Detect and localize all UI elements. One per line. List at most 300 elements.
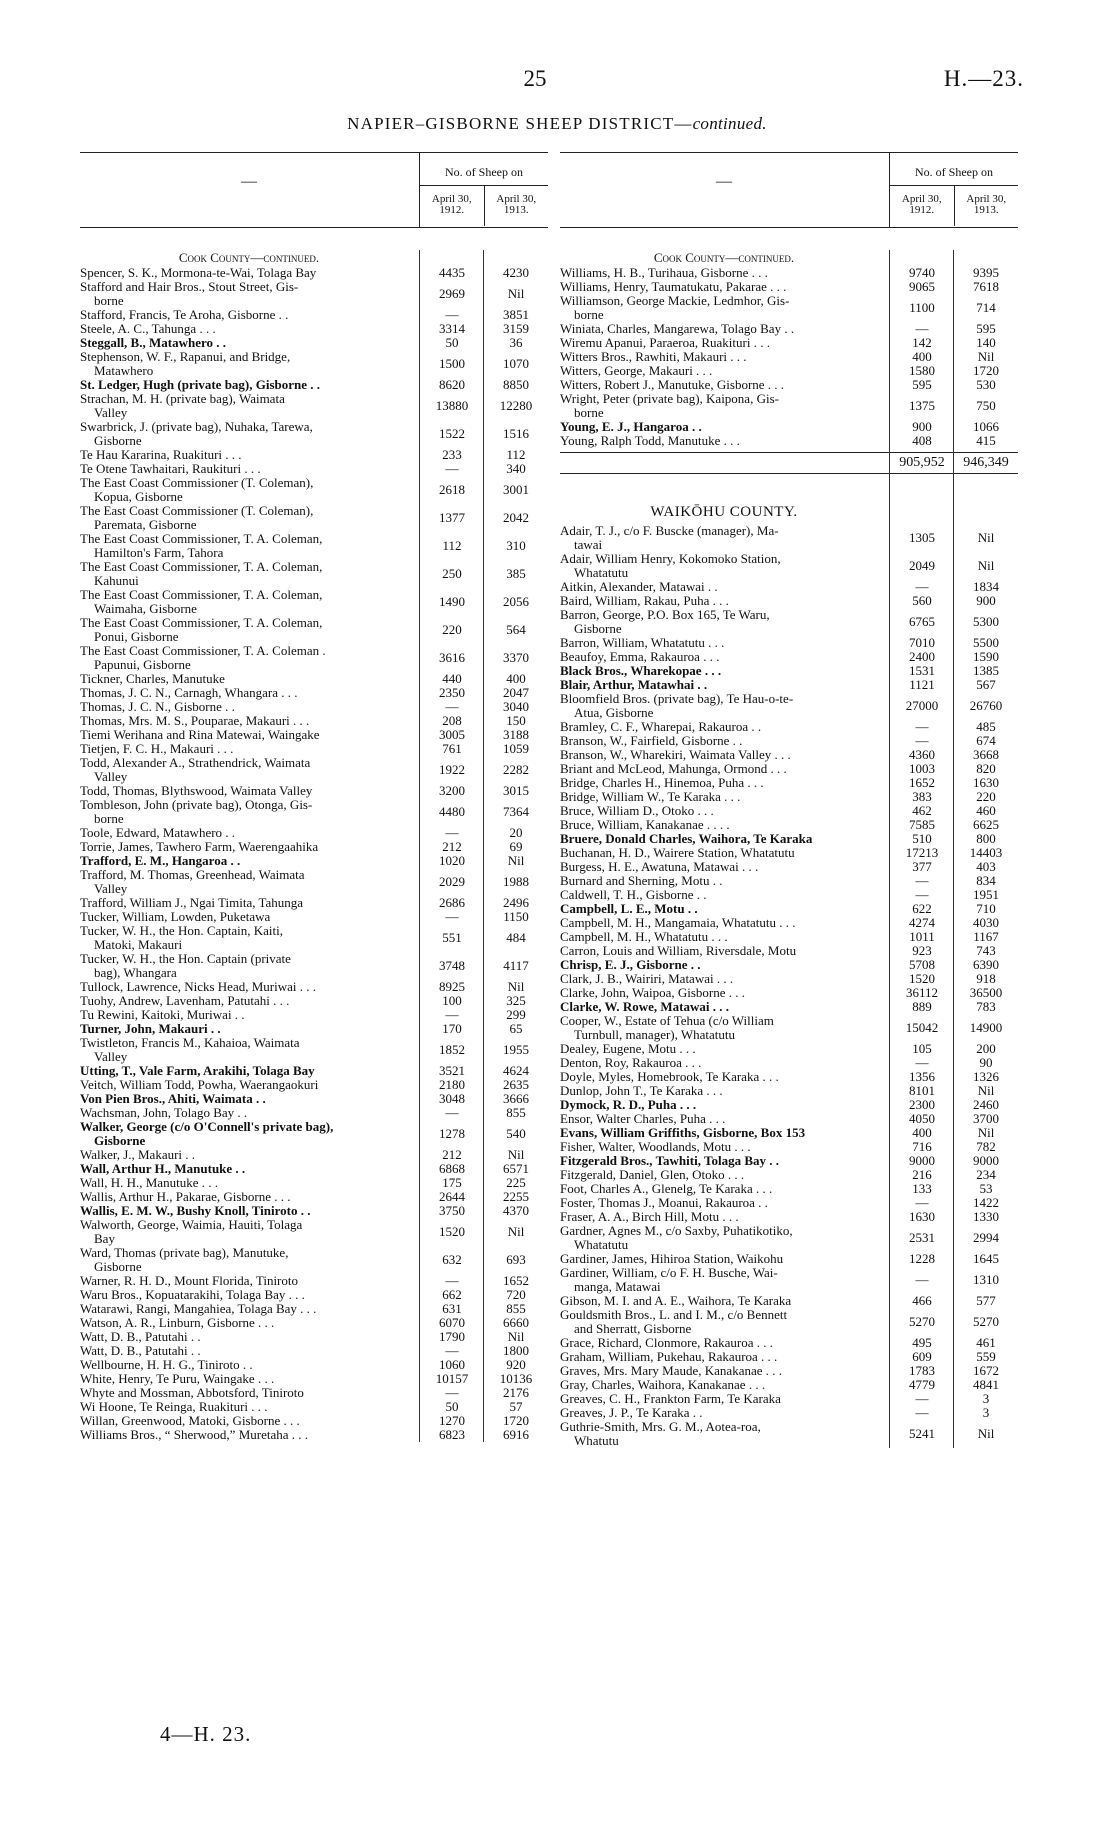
owner-line: Tietjen, F. C. H., Makauri . . .: [80, 742, 234, 756]
section-heading-waikohu: WAIKŌHU COUNTY.: [650, 504, 798, 520]
sheep-1913: 3: [982, 1405, 990, 1420]
owner-name: [80, 784, 420, 798]
owner-line: Fisher, Walter, Woodlands, Motu . . .: [560, 1140, 751, 1154]
owner-line: Foot, Charles A., Glenelg, Te Karaka . . .: [560, 1182, 773, 1196]
table-row: [80, 1414, 548, 1428]
table-row: [80, 868, 548, 896]
sheep-1912: 400: [912, 1125, 932, 1140]
sheep-1913: 714: [976, 300, 996, 315]
owner-line: Campbell, M. H., Whatatutu . . .: [560, 930, 728, 944]
sheep-1912: 923: [912, 943, 932, 958]
sheep-1912: 4480: [439, 804, 465, 819]
owner-name: [560, 580, 890, 594]
sheep-1913: 112: [506, 447, 526, 462]
owner-line: Bridge, William W., Te Karaka . . .: [560, 790, 741, 804]
sheep-1913: 385: [506, 566, 526, 581]
owner-line-continued: Hamilton's Farm, Tahora: [94, 545, 224, 560]
owner-line-continued: borne: [574, 307, 604, 322]
column-rule: [483, 250, 484, 1442]
sheep-1912: —: [915, 579, 929, 594]
owner-name: [560, 1070, 890, 1084]
table-row: [80, 448, 548, 462]
sheep-1912: 9065: [909, 279, 935, 294]
owner-line: Beaufoy, Emma, Rakauroa . . .: [560, 650, 720, 664]
sheep-1913: 1167: [973, 929, 999, 944]
left-table-body: [80, 250, 548, 1442]
owner-line-continued: Bay: [94, 1231, 115, 1246]
sheep-1912: 622: [912, 901, 932, 916]
sheep-1913: 1720: [973, 363, 999, 378]
sheep-1913: 6916: [503, 1427, 529, 1442]
sheep-1912: 632: [442, 1252, 462, 1267]
sheep-1913: 299: [506, 1007, 526, 1022]
owner-line-continued: Paremata, Gisborne: [94, 517, 197, 532]
table-row: [80, 280, 548, 308]
table-row: [80, 322, 548, 336]
table-row: [560, 748, 1018, 762]
owner-line: Adair, William Henry, Kokomoko Station,: [560, 552, 781, 566]
table-row: [560, 1056, 1018, 1070]
sheep-1912: 212: [442, 1147, 462, 1162]
table-row: [560, 524, 1018, 552]
table-row: [80, 644, 548, 672]
sheep-1912: 761: [442, 741, 462, 756]
table-row: [560, 594, 1018, 608]
owner-line: Branson, W., Wharekiri, Waimata Valley . . .: [560, 748, 791, 762]
right-column: [560, 152, 1018, 1712]
owner-line: Warner, R. H. D., Mount Florida, Tiniroto: [80, 1274, 298, 1288]
table-row: [80, 588, 548, 616]
owner-name: [560, 1098, 890, 1112]
owner-line: Carron, Louis and William, Riversdale, Motu: [560, 944, 797, 958]
owner-line-continued: Gisborne: [94, 1259, 142, 1274]
owner-name: [80, 1414, 420, 1428]
table-row: [560, 1392, 1018, 1406]
table-row: [80, 784, 548, 798]
owner-line: Gouldsmith Bros., L. and I. M., c/o Bennett: [560, 1308, 788, 1322]
sheep-1912: —: [445, 461, 459, 476]
sheep-1913: 57: [509, 1399, 523, 1414]
sheep-1913: 6571: [503, 1161, 529, 1176]
table-row: [80, 840, 548, 854]
owner-name: [560, 350, 890, 364]
sheep-1913: 2496: [503, 895, 529, 910]
owner-line: Torrie, James, Tawhero Farm, Waerengaahika: [80, 840, 319, 854]
table-row: [80, 672, 548, 686]
owner-name: [560, 958, 890, 972]
table-row: [560, 1000, 1018, 1014]
table-row: [80, 1218, 548, 1246]
sheep-1913: 855: [506, 1105, 526, 1120]
owner-name: [80, 350, 420, 378]
table-header: [80, 152, 548, 228]
table-row: [80, 476, 548, 504]
sheep-1913: Nil: [977, 558, 995, 573]
owner-line-continued: Whatatutu: [574, 1237, 629, 1252]
sheep-1913: 65: [509, 1021, 523, 1036]
owner-line: Wallis, E. M. W., Bushy Knoll, Tiniroto . .: [80, 1204, 311, 1218]
sheep-1912: 383: [912, 789, 932, 804]
owner-line: Bruere, Donald Charles, Waihora, Te Karaka: [560, 832, 813, 846]
owner-line: Wellbourne, H. H. G., Tiniroto . .: [80, 1358, 253, 1372]
sheep-1912: 1228: [909, 1251, 935, 1266]
owner-line: Buchanan, H. D., Wairere Station, Whatatutu: [560, 846, 795, 860]
section-heading: Cook County—continued.: [178, 250, 320, 265]
owner-line-continued: borne: [574, 405, 604, 420]
sheep-1913: 234: [976, 1167, 996, 1182]
owner-line: Walker, J., Makauri . .: [80, 1148, 196, 1162]
sheep-1913: 1059: [503, 741, 529, 756]
sheep-1912: 5270: [909, 1314, 935, 1329]
sheep-1912: 2531: [909, 1230, 935, 1245]
owner-line: Walworth, George, Waimia, Hauiti, Tolaga: [80, 1218, 303, 1232]
sheep-1912: —: [915, 1405, 929, 1420]
owner-name: [560, 434, 890, 448]
table-row: [80, 1176, 548, 1190]
owner-name: [560, 364, 890, 378]
sheep-1913: 1720: [503, 1413, 529, 1428]
owner-name: [560, 1210, 890, 1224]
sheep-1913: 9395: [973, 265, 999, 280]
owner-name: [560, 650, 890, 664]
sheep-1913: Nil: [977, 1125, 995, 1140]
sheep-1913: 564: [506, 622, 526, 637]
owner-line: Swarbrick, J. (private bag), Nuhaka, Tarewa,: [80, 420, 313, 434]
owner-line: The East Coast Commissioner (T. Coleman),: [80, 476, 314, 490]
owner-name: [560, 1336, 890, 1350]
owner-name: [560, 608, 890, 636]
date-1912-header: April 30, 1912.: [890, 186, 955, 226]
owner-name: [560, 860, 890, 874]
sheep-1913: 6390: [973, 957, 999, 972]
owner-line: Tucker, W. H., the Hon. Captain (private: [80, 952, 291, 966]
sheep-1912: —: [445, 1273, 459, 1288]
owner-name: [560, 846, 890, 860]
owner-name: [80, 854, 420, 868]
table-row: [80, 560, 548, 588]
sheep-1913: 1590: [973, 649, 999, 664]
owner-name: [80, 994, 420, 1008]
owner-line: Watarawi, Rangi, Mangahiea, Tolaga Bay . . .: [80, 1302, 317, 1316]
owner-name: [80, 952, 420, 980]
owner-line-continued: Atua, Gisborne: [574, 705, 654, 720]
owner-line: Grace, Richard, Clonmore, Rakauroa . . .: [560, 1336, 773, 1350]
owner-name: [560, 762, 890, 776]
owner-line: Thomas, J. C. N., Gisborne . .: [80, 700, 235, 714]
page-number: 25: [523, 66, 547, 91]
sheep-1912: 2618: [439, 482, 465, 497]
owner-line-continued: Papunui, Gisborne: [94, 657, 191, 672]
table-row: [80, 1036, 548, 1064]
owner-line: Wall, Arthur H., Manutuke . .: [80, 1162, 246, 1176]
sheep-1913: 200: [976, 1041, 996, 1056]
sheep-1913: 220: [976, 789, 996, 804]
sheep-1913: 2056: [503, 594, 529, 609]
owner-line-continued: Matoki, Makauri: [94, 937, 183, 952]
owner-line: Bloomfield Bros. (private bag), Te Hau-o-te-: [560, 692, 794, 706]
owner-name: [80, 1148, 420, 1162]
title-continued: continued.: [692, 114, 767, 133]
sheep-1913: 1645: [973, 1251, 999, 1266]
sheep-1913: 1326: [973, 1069, 999, 1084]
sheep-1912: 3314: [439, 321, 465, 336]
owner-line: Gray, Charles, Waihora, Kanakanae . . .: [560, 1378, 766, 1392]
sheep-1913: 3851: [503, 307, 529, 322]
sheep-1913: 1672: [973, 1363, 999, 1378]
sheep-1913: Nil: [507, 853, 525, 868]
owner-name: [560, 1154, 890, 1168]
sheep-1913: 4117: [503, 958, 529, 973]
owner-name: [80, 1400, 420, 1414]
owner-name: [560, 720, 890, 734]
sheep-1913: 3001: [503, 482, 529, 497]
owner-line: Williams, H. B., Turihaua, Gisborne . . .: [560, 266, 768, 280]
sheep-1913: 400: [506, 671, 526, 686]
sheep-1912: —: [915, 1391, 929, 1406]
sheep-1912: 1790: [439, 1329, 465, 1344]
owner-line: Clarke, W. Rowe, Matawai . . .: [560, 1000, 729, 1014]
owner-line: Watson, A. R., Linburn, Gisborne . . .: [80, 1316, 275, 1330]
sheep-1913: 4030: [973, 915, 999, 930]
table-row: [560, 1154, 1018, 1168]
sheep-1913: 2047: [503, 685, 529, 700]
table-row: [80, 980, 548, 994]
sheep-1913: 1652: [503, 1273, 529, 1288]
sheep-1912: —: [445, 307, 459, 322]
table-row: [80, 1316, 548, 1330]
sheep-1912: 50: [445, 1399, 459, 1414]
sheep-1912: 662: [442, 1287, 462, 1302]
sheep-1912: —: [445, 1385, 459, 1400]
name-column-header: —: [716, 173, 732, 190]
owner-name: [80, 280, 420, 308]
sheep-1912: 2180: [439, 1077, 465, 1092]
owner-name: [80, 378, 420, 392]
owner-line: Greaves, C. H., Frankton Farm, Te Karaka: [560, 1392, 781, 1406]
owner-name: [80, 392, 420, 420]
table-row: [80, 728, 548, 742]
owner-line: Trafford, M. Thomas, Greenhead, Waimata: [80, 868, 305, 882]
table-row: [560, 1070, 1018, 1084]
sheep-1912: —: [915, 887, 929, 902]
sheep-1913: 540: [506, 1126, 526, 1141]
owner-line: Ward, Thomas (private bag), Manutuke,: [80, 1246, 289, 1260]
sheep-1912: 216: [912, 1167, 932, 1182]
table-row: [560, 790, 1018, 804]
owner-line: Thomas, Mrs. M. S., Pouparae, Makauri . . .: [80, 714, 310, 728]
table-row: [560, 434, 1018, 448]
owner-line: Ensor, Walter Charles, Puha . . .: [560, 1112, 726, 1126]
owner-line: Waru Bros., Kopuatarakihi, Tolaga Bay . . .: [80, 1288, 305, 1302]
owner-line: Clark, J. B., Wairiri, Matawai . . .: [560, 972, 734, 986]
table-row: [80, 1400, 548, 1414]
table-row: [80, 1358, 548, 1372]
owner-name: [560, 804, 890, 818]
sheep-1912: 3748: [439, 958, 465, 973]
table-row: [80, 910, 548, 924]
owner-name: [80, 1302, 420, 1316]
owner-line: Doyle, Myles, Homebrook, Te Karaka . . .: [560, 1070, 779, 1084]
table-row: [560, 874, 1018, 888]
sheep-1912: 2049: [909, 558, 935, 573]
owner-line: Tullock, Lawrence, Nicks Head, Muriwai . . .: [80, 980, 316, 994]
table-row: [560, 580, 1018, 594]
table-row: [560, 944, 1018, 958]
owner-name: [560, 678, 890, 692]
sheep-1912: 609: [912, 1349, 932, 1364]
sheep-1913: 3188: [503, 727, 529, 742]
sheep-1913: 10136: [499, 1371, 533, 1386]
sheep-1913: 3: [982, 1391, 990, 1406]
table-row: [80, 1106, 548, 1120]
section-heading: Cook County—continued.: [653, 250, 795, 265]
table-row: [560, 972, 1018, 986]
owner-name: [80, 714, 420, 728]
table-row: [560, 1406, 1018, 1420]
owner-name: [80, 1078, 420, 1092]
sheep-1912: 551: [442, 930, 462, 945]
sheep-1912: 1630: [909, 1209, 935, 1224]
owner-line: Caldwell, T. H., Gisborne . .: [560, 888, 707, 902]
sheep-1912: 5241: [909, 1426, 935, 1441]
owner-line: Graham, William, Pukehau, Rakauroa . . .: [560, 1350, 778, 1364]
owner-line-continued: Valley: [94, 769, 128, 784]
owner-line: Fitzgerald, Daniel, Glen, Otoko . . .: [560, 1168, 745, 1182]
table-row: [80, 336, 548, 350]
total-1913: 946,349: [963, 455, 1009, 470]
owner-line: Williams, Henry, Taumatukatu, Pakarae . . .: [560, 280, 787, 294]
table-row: [560, 1196, 1018, 1210]
sheep-1913: 2255: [503, 1189, 529, 1204]
owner-line: Thomas, J. C. N., Carnagh, Whangara . . .: [80, 686, 298, 700]
sheep-1912: 6765: [909, 614, 935, 629]
sheep-1912: 377: [912, 859, 932, 874]
sheep-1912: 1356: [909, 1069, 935, 1084]
sheep-1912: 1100: [909, 300, 935, 315]
sheep-1913: Nil: [507, 286, 525, 301]
table-row: [560, 860, 1018, 874]
table-row: [80, 392, 548, 420]
owner-name: [80, 266, 420, 280]
table-row: [560, 1112, 1018, 1126]
sheep-1912: 900: [912, 419, 932, 434]
sheep-1912: 1520: [439, 1224, 465, 1239]
sheep-1913: Nil: [507, 1224, 525, 1239]
owner-line: Williamson, George Mackie, Ledmhor, Gis-: [560, 294, 790, 308]
owner-line: Wright, Peter (private bag), Kaipona, Gis-: [560, 392, 779, 406]
sheep-1912: 4779: [909, 1377, 935, 1392]
owner-name: [560, 916, 890, 930]
sheep-1913: 2635: [503, 1077, 529, 1092]
table-row: [560, 958, 1018, 972]
sheep-1913: 14900: [969, 1020, 1003, 1035]
owner-line: Tuohy, Andrew, Lavenham, Patutahi . . .: [80, 994, 290, 1008]
owner-line: Te Hau Kararina, Ruakituri . . .: [80, 448, 242, 462]
table-row: [560, 650, 1018, 664]
sheep-1912: 2969: [439, 286, 465, 301]
table-row: [560, 364, 1018, 378]
owner-name: [80, 1358, 420, 1372]
owner-line-continued: Whatutu: [574, 1433, 619, 1448]
sheep-1913: 3159: [503, 321, 529, 336]
sheep-1913: 530: [976, 377, 996, 392]
sheep-1913: 900: [976, 593, 996, 608]
sheep-1912: —: [445, 825, 459, 840]
sheep-1913: 69: [509, 839, 523, 854]
owner-name: [80, 504, 420, 532]
table-row: [560, 266, 1018, 280]
owner-line: Steggall, B., Matawhero . .: [80, 336, 226, 350]
owner-name: [80, 798, 420, 826]
sheep-1913: 2460: [973, 1097, 999, 1112]
sheep-1912: 5708: [909, 957, 935, 972]
owner-line: Wall, H. H., Manutuke . . .: [80, 1176, 218, 1190]
sheep-1912: 27000: [905, 698, 939, 713]
owner-line: Fraser, A. A., Birch Hill, Motu . . .: [560, 1210, 739, 1224]
sheep-1913: 559: [976, 1349, 996, 1364]
sheep-1912: 3616: [439, 650, 465, 665]
sheep-1913: 1630: [973, 775, 999, 790]
owner-line: Veitch, William Todd, Powha, Waerangaokuri: [80, 1078, 319, 1092]
owner-name: [80, 476, 420, 504]
owner-name: [80, 1274, 420, 1288]
owner-line: Witters, George, Makauri . . .: [560, 364, 713, 378]
owner-name: [560, 832, 890, 846]
owner-line-continued: Turnbull, manager), Whatatutu: [574, 1027, 736, 1042]
sheep-1912: 1500: [439, 356, 465, 371]
owner-name: [80, 1036, 420, 1064]
owner-line: Guthrie-Smith, Mrs. G. M., Aotea-roa,: [560, 1420, 761, 1434]
page-title: [0, 114, 1114, 134]
owner-name: [560, 280, 890, 294]
owner-line-continued: and Sherratt, Gisborne: [574, 1321, 692, 1336]
owner-line: Watt, D. B., Patutahi . .: [80, 1344, 201, 1358]
table-row: [560, 1182, 1018, 1196]
owner-line: Bruce, William, Kanakanae . . . .: [560, 818, 730, 832]
owner-line-continued: Valley: [94, 881, 128, 896]
document-reference: H.—23.: [943, 66, 1024, 91]
owner-name: [80, 1372, 420, 1386]
table-row: [560, 1084, 1018, 1098]
sheep-1913: 5300: [973, 614, 999, 629]
owner-name: [560, 944, 890, 958]
owner-name: [80, 308, 420, 322]
table-row: [560, 762, 1018, 776]
owner-line-continued: Gisborne: [574, 621, 622, 636]
table-row: [560, 1364, 1018, 1378]
sheep-1912: 220: [442, 622, 462, 637]
sheep-1913: 782: [976, 1139, 996, 1154]
sheep-1912: 6823: [439, 1427, 465, 1442]
sheep-1913: 4841: [973, 1377, 999, 1392]
sheep-1913: 834: [976, 873, 996, 888]
owner-line: The East Coast Commissioner (T. Coleman),: [80, 504, 314, 518]
sheep-1912: 112: [442, 538, 462, 553]
sheep-1912: 1121: [909, 677, 935, 692]
sheep-1912: 13880: [435, 398, 469, 413]
owner-name: [560, 1112, 890, 1126]
owner-line: The East Coast Commissioner, T. A. Coleman,: [80, 560, 323, 574]
sheep-1912: 1011: [909, 929, 935, 944]
sheep-1913: 403: [976, 859, 996, 874]
sheep-1913: 800: [976, 831, 996, 846]
owner-name: [80, 616, 420, 644]
sheep-1912: 233: [442, 447, 462, 462]
owner-line: Dymock, R. D., Puha . . .: [560, 1098, 697, 1112]
sheep-1913: 920: [506, 1357, 526, 1372]
sheep-1912: —: [915, 873, 929, 888]
sheep-1912: 2350: [439, 685, 465, 700]
